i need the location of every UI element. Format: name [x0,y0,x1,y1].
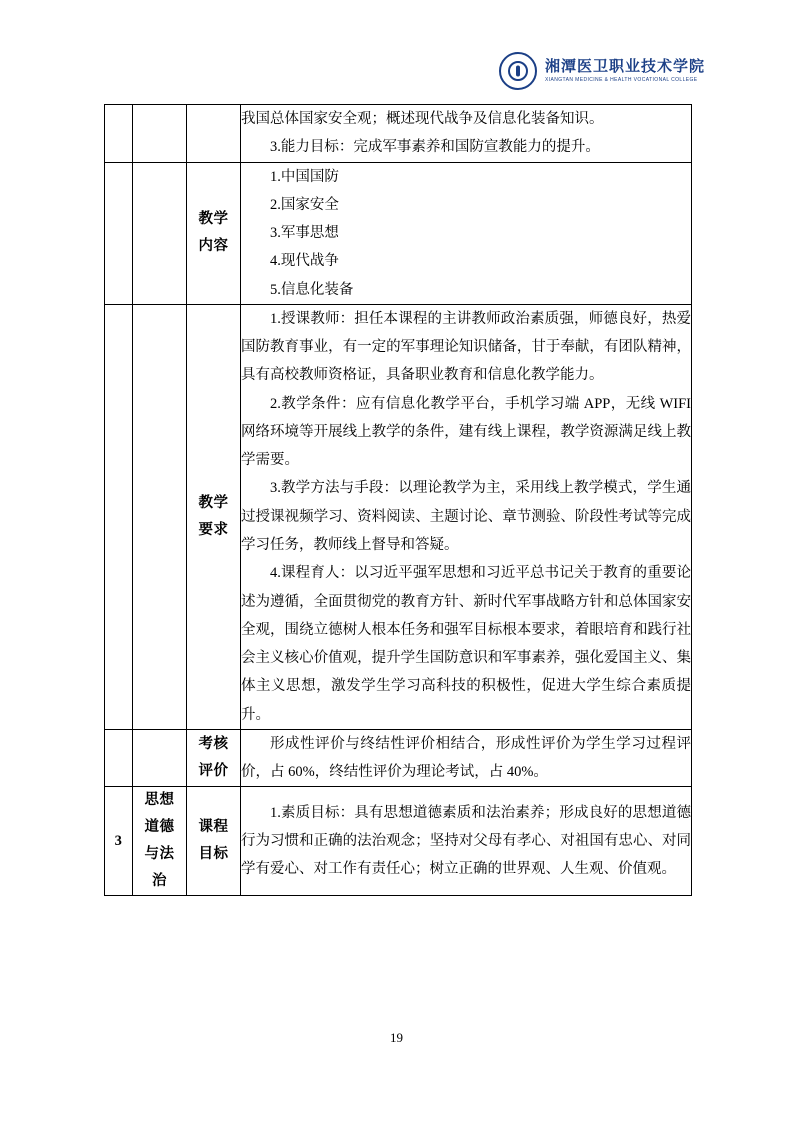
table-row [105,787,692,895]
body-line: 1.授课教师：担任本课程的主讲教师政治素质强，师德良好，热爱国防教育事业，有一定的军事理论知识储备，甘于奉献，有团队精神，具有高校教师资格证，具备职业教育和信息化教学能力。 [241,310,691,384]
row-number-cell [105,729,133,787]
row-label-cell [187,787,241,895]
row-label-cell [187,162,241,304]
row-body-cell [241,162,692,304]
course-name-line: 与法 [144,846,175,862]
course-name-cell [133,787,187,895]
label-line: 目标 [198,846,229,862]
row-number-cell: 3 [105,787,133,895]
logo-text-block [545,59,705,83]
body-line: 2.教学条件：应有信息化教学平台，手机学习端 APP，无线 WIFI 网络环境等开展线上教学的条件，建有线上课程，教学资源满足线上教学需要。 [241,395,691,469]
body-line: 1.中国国防 [270,168,339,185]
label-line: 教学 [198,495,229,512]
body-line: 4.现代战争 [270,253,339,270]
body-line: 1.素质目标：具有思想道德素质和法治素养；形成良好的思想道德行为习惯和正确的法治观念；坚持对父母有孝心、对祖国有忠心、对同学有爱心、对工作有责任心；树立正确的世界观、人生观、价值观。 [241,804,691,878]
label-line: 教学 [198,211,229,228]
body-line: 我国总体国家安全观；概述现代战争及信息化装备知识。 [241,111,604,127]
logo-english-name: XIANGTAN MEDICINE & HEALTH VOCATIONAL COLLEGE [544,76,698,83]
label-line: 评价 [198,763,229,780]
college-logo [499,52,705,90]
logo-chinese-name: 湘潭医卫职业技术学院 [544,59,705,75]
body-line: 3.教学方法与手段：以理论教学为主，采用线上教学模式，学生通过授课视频学习、资料阅读、主题讨论、章节测验、阶段性考试等完成学习任务，教师线上督导和答疑。 [241,480,691,553]
college-seal-icon [499,52,537,90]
label-line: 考核 [198,736,229,753]
course-standard-table [104,104,692,896]
course-name-cell [133,162,187,304]
label-line: 要求 [198,521,229,538]
body-line: 3.能力目标：完成军事素养和国防宣教能力的提升。 [270,139,600,156]
body-line: 5.信息化装备 [270,281,354,298]
row-label-cell [187,729,241,787]
row-number-cell [105,105,133,163]
table-row [105,304,692,729]
row-body-cell [241,729,692,787]
label-line: 课程 [198,819,229,836]
label-line: 内容 [198,238,229,255]
body-line: 形成性评价与终结性评价相结合，形成性评价为学生学习过程评价，占 60%，终结性评价为理论考试，占 40%。 [241,735,691,781]
course-name-line: 思想 [144,792,175,809]
row-label-cell [187,304,241,729]
course-name-cell [133,304,187,729]
course-standard-table-wrap [104,104,691,896]
row-body-cell [241,787,692,895]
row-number-cell [105,162,133,304]
page-number: 19 [390,1030,403,1045]
row-body-cell [241,105,692,163]
body-line: 2.国家安全 [270,196,339,213]
course-name-line: 道德 [144,819,175,836]
table-row [105,729,692,787]
body-line: 3.军事思想 [270,225,339,242]
row-body-cell [241,304,692,729]
course-name-line: 治 [152,872,167,889]
row-number-cell [105,304,133,729]
course-name-cell [133,729,187,787]
course-name-cell [133,105,187,163]
table-row [105,105,692,163]
table-row [105,162,692,304]
body-line: 4.课程育人：以习近平强军思想和习近平总书记关于教育的重要论述为遵循，全面贯彻党的教育方针、新时代军事战略方针和总体国家安全观，围绕立德树人根本任务和强军目标根本要求，着眼培育和践行社会主义核心价值观，提升学生国防意识和军事素养，强化爱国主义、集体主义思想，激发学生学习高科技的积极性，促进大学生综合素质提升。 [241,565,691,723]
row-label-cell [187,105,241,163]
